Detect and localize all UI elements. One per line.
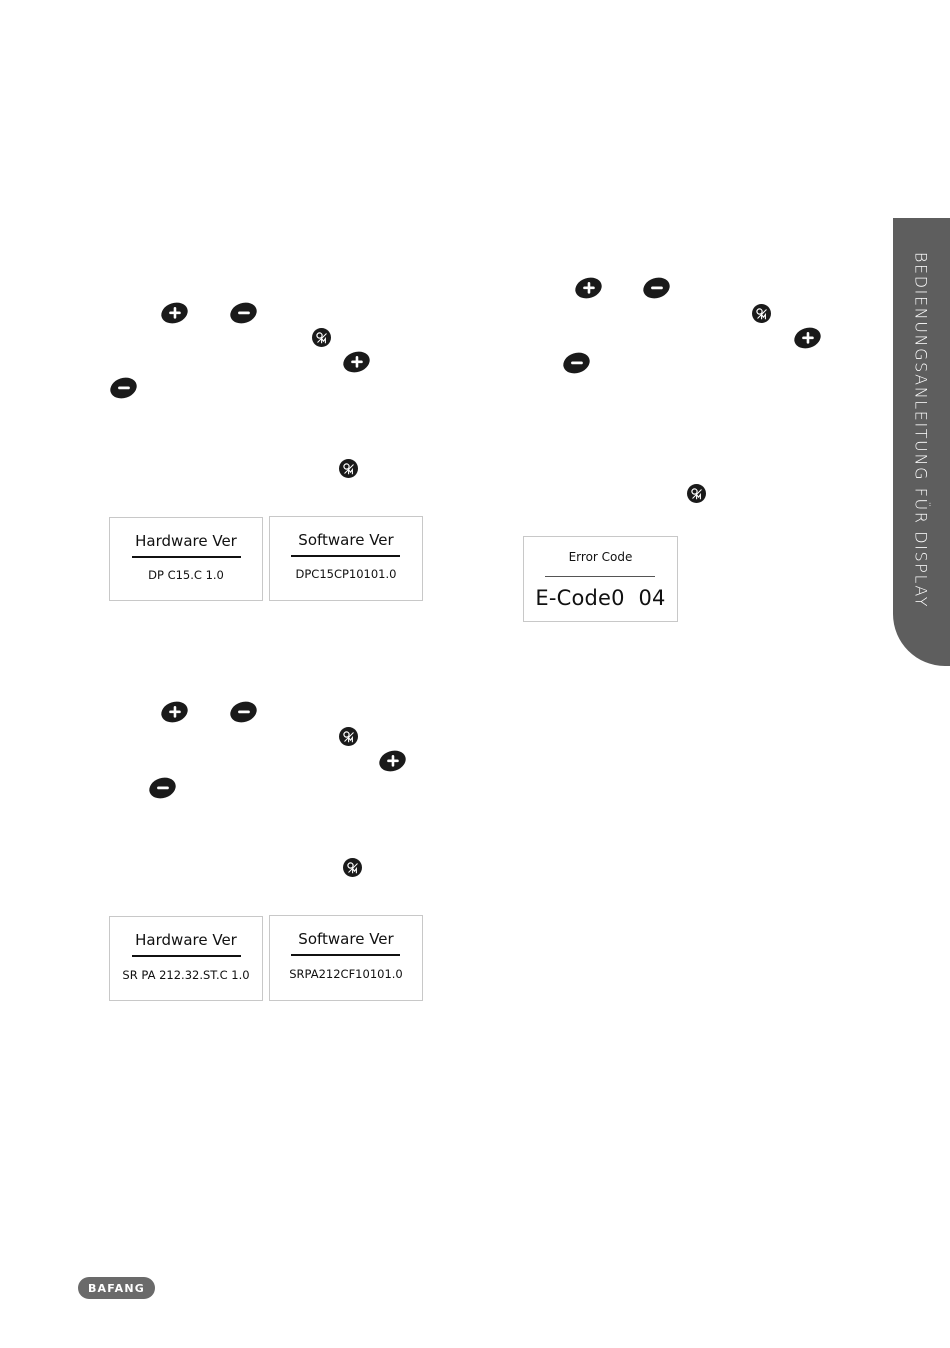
error-code-title: Error Code (568, 550, 633, 564)
minus-button-icon (561, 349, 593, 376)
error-code-panel (523, 536, 678, 622)
plus-button-icon (792, 324, 824, 351)
minus-button-icon (228, 698, 260, 725)
plus-button-icon (377, 747, 409, 774)
divider (132, 556, 241, 558)
divider (132, 955, 241, 957)
mode-button-icon (752, 304, 771, 323)
minus-button-icon (641, 274, 673, 301)
hardware-version-panel (109, 517, 263, 601)
panel-title: Hardware Ver (135, 931, 237, 949)
mode-button-icon (339, 459, 358, 478)
software-version-panel (269, 516, 423, 601)
error-code-value: E-Code0 04 (535, 586, 666, 610)
mode-button-icon (687, 484, 706, 503)
mode-button-icon (343, 858, 362, 877)
hardware-version-panel (109, 916, 263, 1001)
minus-button-icon (108, 374, 140, 401)
divider (291, 954, 400, 956)
plus-button-icon (573, 274, 605, 301)
divider (291, 555, 400, 557)
plus-button-icon (341, 348, 373, 375)
minus-button-icon (228, 299, 260, 326)
side-tab-label: BEDIENUNGSANLEITUNG FÜR DISPLAY (911, 251, 931, 609)
mode-button-icon (339, 727, 358, 746)
panel-title: Software Ver (298, 930, 394, 948)
panel-title: Hardware Ver (135, 532, 237, 550)
divider (545, 576, 655, 577)
software-version-value: DPC15CP10101.0 (295, 567, 397, 581)
software-version-panel (269, 915, 423, 1001)
mode-button-icon (312, 328, 331, 347)
plus-button-icon (159, 299, 191, 326)
software-version-value: SRPA212CF10101.0 (289, 967, 403, 981)
panel-title: Software Ver (298, 531, 394, 549)
bafang-logo: BAFANG (78, 1277, 155, 1299)
hardware-version-value: DP C15.C 1.0 (148, 568, 224, 582)
plus-button-icon (159, 698, 191, 725)
minus-button-icon (147, 774, 179, 801)
hardware-version-value: SR PA 212.32.ST.C 1.0 (122, 968, 250, 982)
